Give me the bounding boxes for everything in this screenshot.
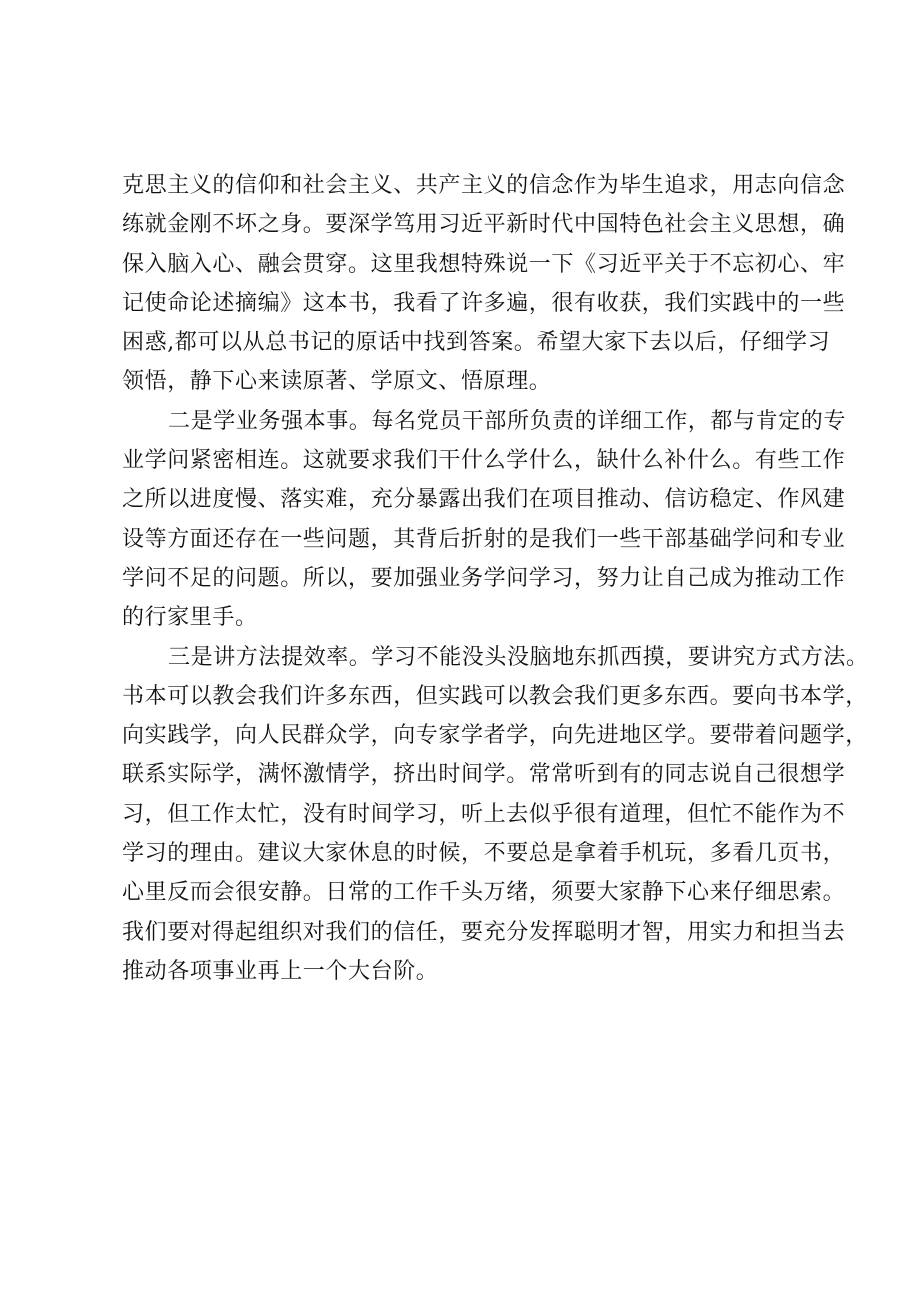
body-text [122, 166, 869, 991]
text-line: 克思主义的信仰和社会主义、共产主义的信念作为毕生追求，用志向信念 [122, 173, 846, 198]
text-line: 设等方面还存在一些问题，其背后折射的是我们一些干部基础学问和专业 [122, 526, 846, 552]
text-line: 保入脑入心、融会贯穿。这里我想特殊说一下《习近平关于不忘初心、牢 [122, 251, 846, 277]
text-line: 领悟，静下心来读原著、学原文、悟原理。 [122, 369, 552, 395]
text-line: 记使命论述摘编》这本书，我看了许多遍，很有收获，我们实践中的一些 [122, 290, 846, 316]
text-line: 习，但工作太忙，没有时间学习，听上去似乎很有道理，但忙不能作为不 [122, 801, 846, 827]
paragraph-3 [122, 638, 869, 992]
text-line: 联系实际学，满怀激情学，挤出时间学。常常听到有的同志说自己很想学 [122, 762, 846, 788]
text-line: 练就金刚不坏之身。要深学笃用习近平新时代中国特色社会主义思想，确 [122, 212, 846, 238]
text-line: 我们要对得起组织对我们的信任，要充分发挥聪明才智，用实力和担当去 [122, 919, 846, 945]
text-line: 学习的理由。建议大家休息的时候，不要总是拿着手机玩，多看几页书， [122, 841, 846, 867]
paragraph-2 [122, 402, 847, 638]
text-line: 书本可以教会我们许多东西，但实践可以教会我们更多东西。要向书本学， [122, 683, 868, 709]
text-line: 业学问紧密相连。这就要求我们干什么学什么，缺什么补什么。有些工作 [122, 448, 846, 474]
text-line: 二是学业务强本事。每名党员干部所负责的详细工作，都与肯定的专 [168, 408, 847, 434]
text-line: 心里反而会很安静。日常的工作千头万绪，须要大家静下心来仔细思索。 [122, 880, 846, 906]
text-line: 推动各项事业再上一个大台阶。 [122, 958, 439, 984]
text-line: 三是讲方法提效率。学习不能没头没脑地东抓西摸，要讲究方式方法。 [168, 644, 869, 670]
text-line: 困惑,都可以从总书记的原话中找到答案。希望大家下去以后，仔细学习 [122, 330, 831, 356]
paragraph-1 [122, 166, 846, 402]
text-line: 学问不足的问题。所以，要加强业务学问学习，努力让自己成为推动工作 [122, 565, 846, 591]
text-line: 之所以进度慢、落实难，充分暴露出我们在项目推动、信访稳定、作风建 [122, 487, 846, 513]
text-line: 的行家里手。 [122, 605, 258, 631]
text-line: 向实践学，向人民群众学，向专家学者学，向先进地区学。要带着问题学， [122, 723, 868, 749]
